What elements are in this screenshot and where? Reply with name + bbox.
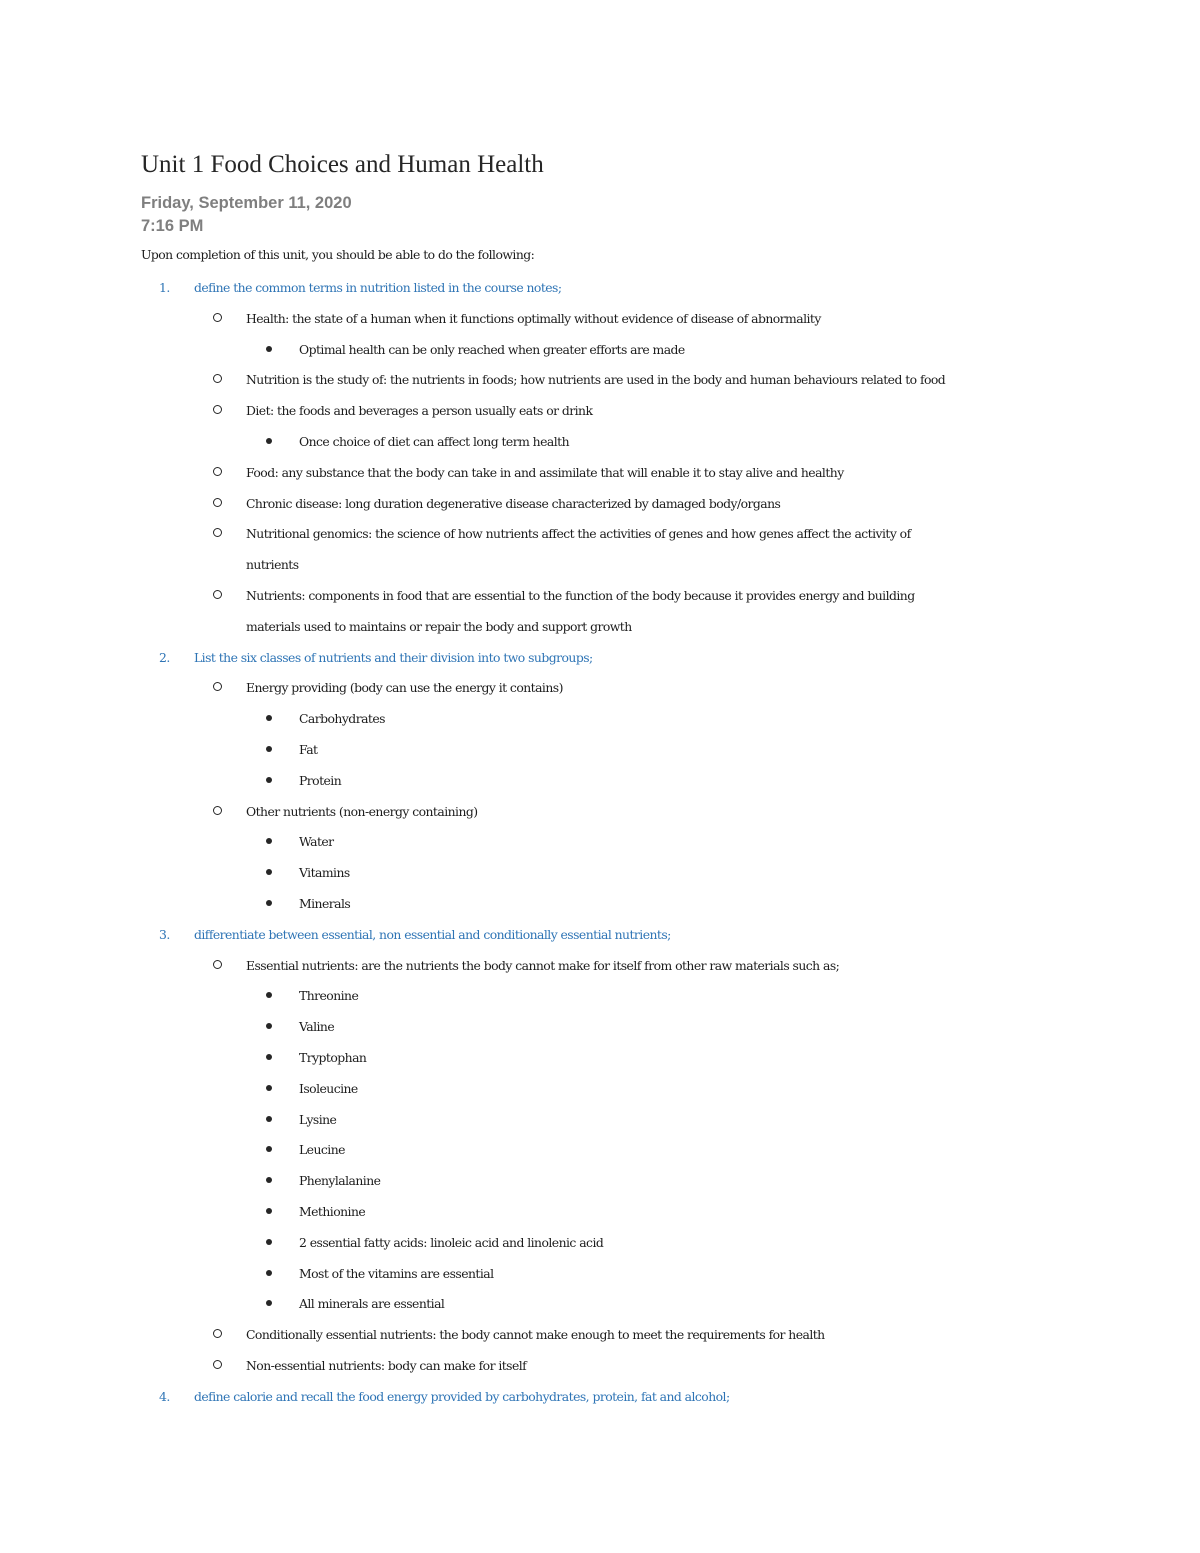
- outline-subitem: [299, 896, 350, 912]
- outline-text: Fat: [299, 742, 318, 757]
- list-number: 4.: [159, 1389, 170, 1404]
- filled-bullet-icon: [266, 869, 272, 875]
- outline-text: 2 essential fatty acids: linoleic acid and linolenic acid: [299, 1235, 604, 1250]
- outline-subitem: [299, 1112, 336, 1128]
- filled-bullet-icon: [266, 777, 272, 783]
- outline-item: [246, 588, 915, 604]
- outline-item: [246, 465, 844, 481]
- filled-bullet-icon: [266, 1116, 272, 1122]
- list-number: 3.: [159, 927, 170, 942]
- hollow-bullet-icon: [213, 313, 222, 322]
- hollow-bullet-icon: [213, 960, 222, 969]
- hollow-bullet-icon: [213, 806, 222, 815]
- outline-text: Protein: [299, 773, 342, 788]
- outline-text: Optimal health can be only reached when greater efforts are made: [299, 342, 685, 357]
- outline-text: All minerals are essential: [299, 1296, 445, 1311]
- outline-item: [246, 496, 780, 512]
- outline-heading: [159, 280, 562, 296]
- outline-item: [246, 1358, 526, 1374]
- outline-subitem: [299, 1173, 380, 1189]
- outline-text: Food: any substance that the body can take in and assimilate that will enable it to stay alive and healthy: [246, 465, 844, 480]
- outline-text: Vitamins: [299, 865, 350, 880]
- outline-subitem: [299, 434, 569, 450]
- outline-text: define the common terms in nutrition listed in the course notes;: [194, 280, 562, 295]
- outline-item: [246, 958, 839, 974]
- page-title: Unit 1 Food Choices and Human Health: [141, 151, 544, 178]
- outline-subitem: [299, 1050, 366, 1066]
- outline-text: Leucine: [299, 1142, 345, 1157]
- outline-text: Water: [299, 834, 334, 849]
- filled-bullet-icon: [266, 438, 272, 444]
- list-number: 1.: [159, 280, 170, 295]
- hollow-bullet-icon: [213, 467, 222, 476]
- outline-item: [246, 311, 821, 327]
- hollow-bullet-icon: [213, 498, 222, 507]
- outline-subitem: [299, 773, 341, 789]
- filled-bullet-icon: [266, 346, 272, 352]
- intro-text: Upon completion of this unit, you should be able to do the following:: [141, 247, 535, 262]
- outline-text: differentiate between essential, non essential and conditionally essential nutrients;: [194, 927, 671, 942]
- outline-subitem: [299, 1296, 444, 1312]
- outline-text: Once choice of diet can affect long term health: [299, 434, 569, 449]
- hollow-bullet-icon: [213, 374, 222, 383]
- outline-text: Carbohydrates: [299, 711, 385, 726]
- hollow-bullet-icon: [213, 1360, 222, 1369]
- outline-subitem: [299, 1019, 334, 1035]
- outline-item: [246, 372, 945, 388]
- outline-text: Conditionally essential nutrients: the body cannot make enough to meet the requirements for health: [246, 1327, 825, 1342]
- list-number: 2.: [159, 650, 170, 665]
- filled-bullet-icon: [266, 715, 272, 721]
- hollow-bullet-icon: [213, 405, 222, 414]
- outline-heading: [159, 927, 671, 943]
- outline-text: Nutrients: components in food that are essential to the function of the body because it provides energy and building: [246, 588, 915, 603]
- outline-text: List the six classes of nutrients and their division into two subgroups;: [194, 650, 593, 665]
- outline-text: Nutritional genomics: the science of how nutrients affect the activities of genes and how genes affect the activity of: [246, 526, 911, 541]
- outline-text: Energy providing (body can use the energy it contains): [246, 680, 563, 695]
- outline-subitem: [299, 988, 358, 1004]
- outline-item: [246, 619, 632, 635]
- filled-bullet-icon: [266, 992, 272, 998]
- outline-text: nutrients: [246, 557, 299, 572]
- outline-subitem: [299, 711, 385, 727]
- outline-text: Methionine: [299, 1204, 366, 1219]
- outline-heading: [159, 650, 593, 666]
- outline-subitem: [299, 1266, 494, 1282]
- outline-text: Most of the vitamins are essential: [299, 1266, 494, 1281]
- filled-bullet-icon: [266, 1085, 272, 1091]
- outline-subitem: [299, 1142, 345, 1158]
- note-time: 7:16 PM: [141, 217, 204, 235]
- outline-text: Tryptophan: [299, 1050, 367, 1065]
- outline-subitem: [299, 865, 350, 881]
- filled-bullet-icon: [266, 746, 272, 752]
- outline-subitem: [299, 342, 685, 358]
- filled-bullet-icon: [266, 1239, 272, 1245]
- hollow-bullet-icon: [213, 1329, 222, 1338]
- hollow-bullet-icon: [213, 528, 222, 537]
- outline-text: Phenylalanine: [299, 1173, 381, 1188]
- outline-subitem: [299, 1081, 358, 1097]
- filled-bullet-icon: [266, 1177, 272, 1183]
- outline-text: Diet: the foods and beverages a person usually eats or drink: [246, 403, 593, 418]
- outline-text: materials used to maintains or repair the body and support growth: [246, 619, 632, 634]
- outline-text: Other nutrients (non-energy containing): [246, 804, 478, 819]
- outline-text: Chronic disease: long duration degenerative disease characterized by damaged body/organs: [246, 496, 781, 511]
- note-date: Friday, September 11, 2020: [141, 194, 352, 212]
- filled-bullet-icon: [266, 1208, 272, 1214]
- outline-text: Non-essential nutrients: body can make for itself: [246, 1358, 527, 1373]
- hollow-bullet-icon: [213, 682, 222, 691]
- outline-text: Health: the state of a human when it functions optimally without evidence of disease of abnormality: [246, 311, 821, 326]
- outline-subitem: [299, 834, 334, 850]
- outline-text: Isoleucine: [299, 1081, 358, 1096]
- outline-text: Threonine: [299, 988, 359, 1003]
- outline-text: Lysine: [299, 1112, 337, 1127]
- outline-text: Minerals: [299, 896, 351, 911]
- outline-text: Nutrition is the study of: the nutrients in foods; how nutrients are used in the body and human behaviours related to food: [246, 372, 946, 387]
- outline-item: [246, 526, 911, 542]
- outline-subitem: [299, 1204, 365, 1220]
- filled-bullet-icon: [266, 838, 272, 844]
- filled-bullet-icon: [266, 1300, 272, 1306]
- outline-text: Essential nutrients: are the nutrients the body cannot make for itself from other raw materials such as;: [246, 958, 840, 973]
- outline-item: [246, 680, 563, 696]
- outline-subitem: [299, 742, 317, 758]
- outline-item: [246, 804, 478, 820]
- outline-item: [246, 403, 592, 419]
- filled-bullet-icon: [266, 1023, 272, 1029]
- hollow-bullet-icon: [213, 590, 222, 599]
- outline-text: Valine: [299, 1019, 335, 1034]
- outline-heading: [159, 1389, 730, 1405]
- outline-item: [246, 557, 299, 573]
- filled-bullet-icon: [266, 1270, 272, 1276]
- outline-text: define calorie and recall the food energy provided by carbohydrates, protein, fat and alcohol;: [194, 1389, 730, 1404]
- filled-bullet-icon: [266, 1054, 272, 1060]
- filled-bullet-icon: [266, 1146, 272, 1152]
- outline-subitem: [299, 1235, 603, 1251]
- outline-item: [246, 1327, 825, 1343]
- filled-bullet-icon: [266, 900, 272, 906]
